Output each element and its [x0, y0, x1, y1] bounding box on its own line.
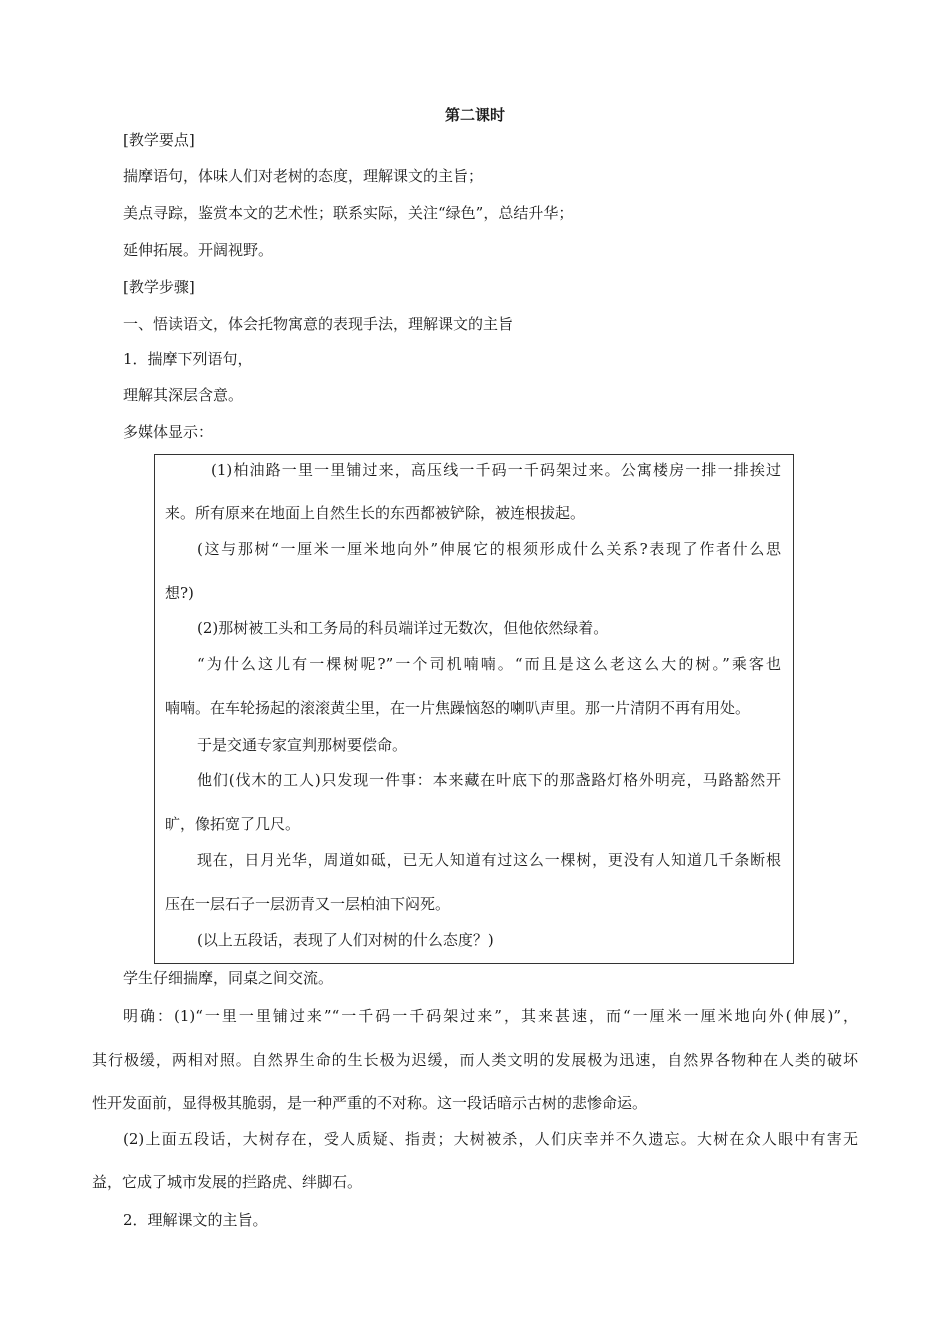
- passage-2-line-a: (这与那树“一厘米一厘米地向外”伸展它的根须形成什么关系?表现了作者什么思: [197, 540, 781, 558]
- teaching-steps-heading: [教学步骤]: [123, 278, 195, 296]
- teaching-points-heading: [教学要点]: [123, 131, 195, 149]
- passage-6-line-b: 旷，像拓宽了几尺。: [165, 815, 301, 833]
- quoted-passage-box: [154, 454, 794, 964]
- passage-1-line-a: (1)柏油路一里一里铺过来，高压线一千码一千码架过来。公寓楼房一排一排挨过: [211, 461, 781, 479]
- clarify-line-d: (2)上面五段话，大树存在，受人质疑、指责；大树被杀，人们庆幸并不久遗忘。大树在众人眼中有害无: [123, 1130, 858, 1148]
- passage-2-line-b: 想?): [165, 584, 194, 602]
- passage-1-line-b: 来。所有原来在地面上自然生长的东西都被铲除，被连根拔起。: [165, 504, 586, 522]
- passage-question: (以上五段话，表现了人们对树的什么态度？): [197, 931, 494, 949]
- passage-4-line-a: “为什么这儿有一棵树呢?”一个司机喃喃。“而且是这么老这么大的树。”乘客也: [197, 655, 781, 673]
- clarify-line-b: 其行极缓，两相对照。自然界生命的生长极为迟缓，而人类文明的发展极为迅速，自然界各物种在人类的破坏: [92, 1051, 858, 1069]
- clarify-line-e: 益，它成了城市发展的拦路虎、绊脚石。: [92, 1173, 363, 1191]
- clarify-line-c: 性开发面前，显得极其脆弱，是一种严重的不对称。这一段话暗示古树的悲惨命运。: [92, 1094, 648, 1112]
- after-box-note: 学生仔细揣摩，同桌之间交流。: [123, 969, 334, 987]
- passage-5: 于是交通专家宣判那树要偿命。: [197, 736, 408, 754]
- teaching-point-1: 揣摩语句，体味人们对老树的态度，理解课文的主旨；: [123, 167, 484, 185]
- passage-7-line-a: 现在，日月光华，周道如砥，已无人知道有过这么一棵树，更没有人知道几千条断根: [197, 851, 781, 869]
- passage-3: (2)那树被工头和工务局的科员端详过无数次，但他依然绿着。: [197, 619, 609, 637]
- page-title: 第二课时: [444, 106, 505, 124]
- passage-7-line-b: 压在一层石子一层沥青又一层柏油下闷死。: [165, 895, 451, 913]
- passage-4-line-b: 喃喃。在车轮扬起的滚滚黄尘里，在一片焦躁恼怒的喇叭声里。那一片清阴不再有用处。: [165, 699, 751, 717]
- passage-6-line-a: 他们(伐木的工人)只发现一件事：本来藏在叶底下的那盏路灯格外明亮，马路豁然开: [197, 771, 781, 789]
- item-1-line-b: 理解其深层含意。: [123, 386, 244, 404]
- teaching-point-3: 延伸拓展。开阔视野。: [123, 241, 274, 259]
- item-2: 2．理解课文的主旨。: [123, 1211, 268, 1229]
- section-1-heading: 一、悟读语文，体会托物寓意的表现手法，理解课文的主旨: [123, 315, 514, 333]
- clarify-line-a: 明确：(1)“一里一里铺过来”“一千码一千码架过来”，其来甚速，而“一厘米一厘米地向外(伸展)”，: [123, 1007, 858, 1025]
- multimedia-label: 多媒体显示：: [123, 423, 214, 441]
- item-1-line-a: 1．揣摩下列语句，: [123, 350, 253, 368]
- teaching-point-2: 美点寻踪，鉴赏本文的艺术性；联系实际，关注“绿色”，总结升华；: [123, 204, 574, 222]
